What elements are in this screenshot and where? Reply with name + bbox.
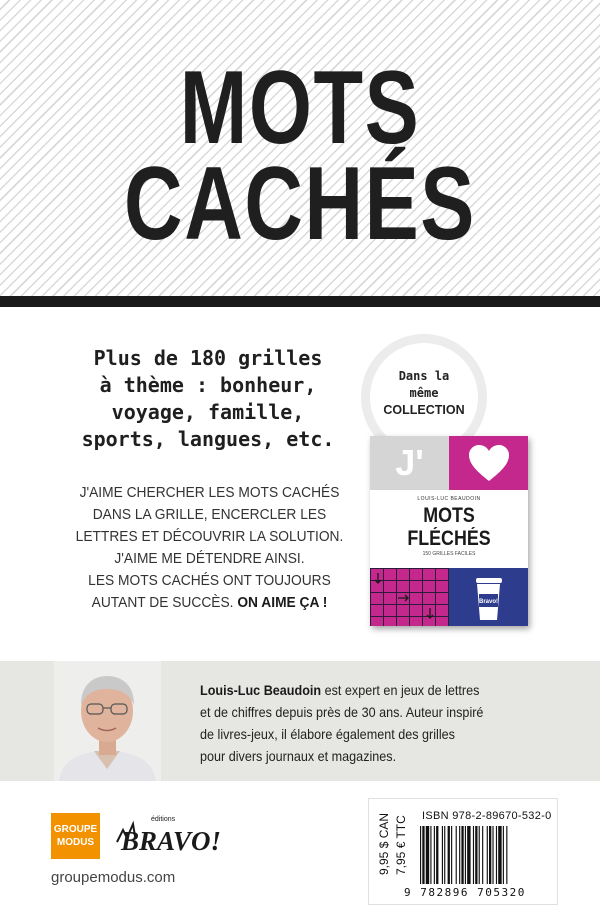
title-line-1: MOTS [179,50,421,166]
book-title-line: MOTS [423,504,475,527]
collection-label [372,368,476,419]
bio-text: est expert en jeux de lettres [321,682,480,698]
tagline-line: Plus de 180 grilles [93,346,323,370]
modus-line: MODUS [56,837,95,848]
collection-line: Dans la [398,369,450,383]
book-title-area [370,490,528,568]
cup-brand: Bravo! [478,599,499,605]
book-j-tile: J' [370,436,449,490]
collection-line: même [409,386,439,400]
publisher-url[interactable]: groupemodus.com [51,869,176,886]
book-author: LOUIS-LUC BEAUDOIN [417,496,481,502]
bio-line: de livres-jeux, il élabore également des grilles [200,726,455,742]
blurb-emphasis: ON AIME ÇA ! [237,595,328,611]
bravo-logo [113,812,225,864]
barcode-digits: 9 782896 705320 [404,886,526,899]
bio-line [200,679,533,701]
book-title-line: FLÉCHÉS [407,527,491,550]
coffee-cup-icon [449,568,528,626]
tagline-line: sports, langues, etc. [81,427,335,451]
bravo-label: BRAVO! [121,826,222,856]
tagline [58,345,358,453]
book-subtitle: 150 GRILLES FACILES [422,551,476,557]
heart-icon [449,436,528,490]
blurb [69,482,349,614]
bio-line: pour divers journaux et magazines. [200,748,397,764]
blurb-line: J'AIME CHERCHER LES MOTS CACHÉS [79,485,340,501]
blurb-line: DANS LA GRILLE, ENCERCLER LES [92,507,327,523]
price-can: 9,95 $ CAN [377,813,391,875]
arrow-grid-icon [370,568,449,626]
tagline-line: voyage, famille, [111,400,305,424]
author-name: Louis-Luc Beaudoin [200,682,322,698]
header-divider [0,296,600,307]
blurb-plain: AUTANT DE SUCCÈS. [91,595,238,611]
price-eur: 7,95 € TTC [394,815,408,875]
author-bio [200,679,533,767]
blurb-line: LES MOTS CACHÉS ONT TOUJOURS [88,573,331,589]
author-photo [54,661,161,781]
blurb-line: J'AIME ME DÉTENDRE AINSI. [114,551,305,567]
tagline-line: à thème : bonheur, [99,373,317,397]
editions-label: éditions [151,816,176,823]
collection-line: COLLECTION [383,403,465,417]
isbn-number: ISBN 978-2-89670-532-0 [422,810,552,822]
modus-line: GROUPE [53,824,98,835]
related-book-cover[interactable] [370,436,528,626]
blurb-last-line [69,592,349,614]
barcode-icon [418,826,546,888]
bio-line: et de chiffres depuis près de 30 ans. Auteur inspiré [200,704,484,720]
blurb-line: LETTRES ET DÉCOUVRIR LA SOLUTION. [75,529,344,545]
title-line-2: CACHÉS [124,146,476,262]
groupe-modus-logo [51,813,100,859]
